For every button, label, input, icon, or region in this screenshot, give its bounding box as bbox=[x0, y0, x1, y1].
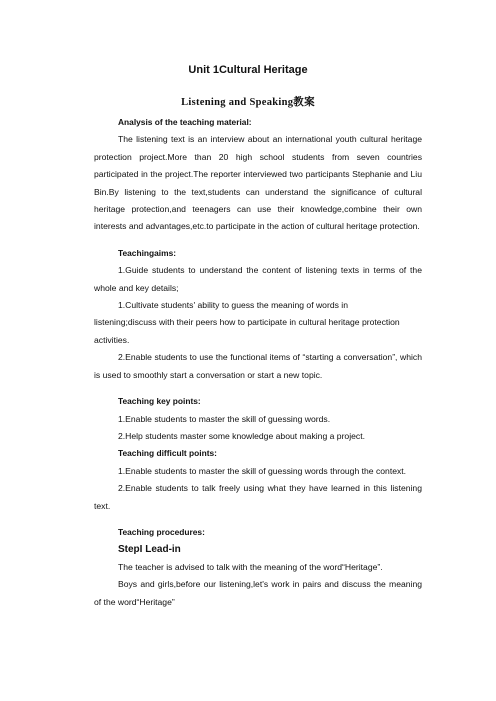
analysis-paragraph: The listening text is an interview about an international youth cultural heritage protection project.More than 20 high school students from seven countries participated in the project.The reporter interviewed two participants Stephanie and Liu Bin.By listening to the text,students can understand the significance of cultural heritage protection,and teenagers can use their knowledge,combine their own interests and advantages,etc.to participate in the action of cultural heritage protection. bbox=[94, 134, 422, 232]
key-points-heading: Teaching key points: bbox=[118, 396, 201, 407]
aims-item-1: 1.Guide students to understand the content of listening texts in terms of the whole and key details; bbox=[94, 265, 422, 293]
difficult-points-item-1: 1.Enable students to master the skill of guessing words through the context. bbox=[118, 465, 407, 476]
document-subtitle: Listening and Speaking教案 bbox=[181, 97, 315, 108]
difficult-points-item-2: 2.Enable students to talk freely using what they have learned in this listening text. bbox=[94, 483, 422, 511]
procedures-paragraph-1: The teacher is advised to talk with the meaning of the word“Heritage”. bbox=[118, 561, 383, 572]
procedures-paragraph-2: Boys and girls,before our listening,let's work in pairs and discuss the meaning of the word“Heritage” bbox=[94, 579, 422, 607]
key-points-item-1: 1.Enable students to master the skill of guessing words. bbox=[118, 413, 331, 424]
aims-item-3: 2.Enable students to use the functional items of “starting a conversation”, which is used to smoothly start a conversation or start a new topic. bbox=[94, 352, 422, 380]
analysis-heading: Analysis of the teaching material: bbox=[118, 117, 252, 127]
step-1-heading: StepI Lead-in bbox=[118, 544, 181, 556]
procedures-heading: Teaching procedures: bbox=[118, 526, 205, 537]
aims-item-2-rest: listening;discuss with their peers how to participate in cultural heritage protection activities. bbox=[94, 317, 400, 345]
key-points-item-2: 2.Help students master some knowledge about making a project. bbox=[118, 430, 365, 441]
aims-heading: Teachingaims: bbox=[118, 247, 177, 258]
document-body bbox=[94, 114, 422, 611]
aims-item-2-first-line: 1.Cultivate students' ability to guess the meaning of words in bbox=[118, 300, 348, 311]
difficult-points-heading: Teaching difficult points: bbox=[118, 448, 217, 459]
document-title: Unit 1Cultural Heritage bbox=[188, 64, 308, 76]
